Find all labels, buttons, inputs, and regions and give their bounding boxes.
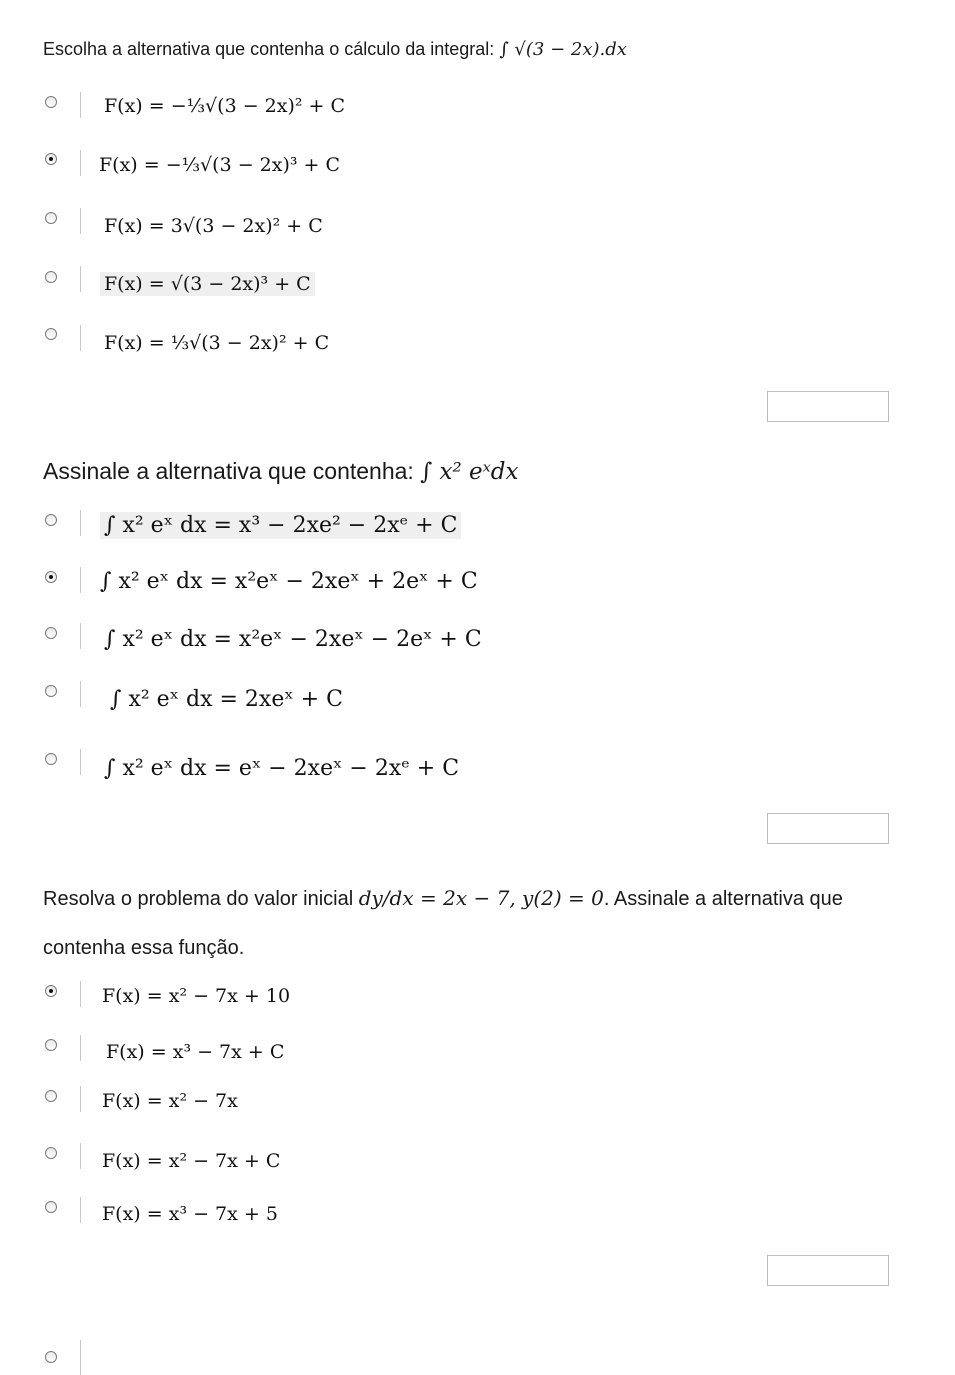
q1-radio-4[interactable] [45, 271, 57, 283]
question-1-prompt [43, 39, 627, 60]
divider [80, 150, 81, 176]
q2-option-2: ∫ x² eˣ dx = x²eˣ − 2xeˣ + 2eˣ + C [100, 569, 478, 594]
q3-option-4: F(x) = x² − 7x + C [102, 1150, 281, 1172]
q3-radio-3[interactable] [45, 1090, 57, 1102]
q3-option-3: F(x) = x² − 7x [102, 1090, 238, 1112]
q1-option-5: F(x) = ⅓√(3 − 2x)² + C [104, 332, 330, 354]
divider [80, 1197, 81, 1223]
divider [80, 749, 81, 775]
q3-option-2: F(x) = x³ − 7x + C [106, 1041, 285, 1063]
q2-radio-1[interactable] [45, 514, 57, 526]
q1-radio-5[interactable] [45, 328, 57, 340]
divider [80, 266, 81, 292]
answer-feedback-box-2 [767, 813, 889, 844]
q2-option-4: ∫ x² eˣ dx = 2xeˣ + C [110, 687, 343, 712]
q3-radio-5[interactable] [45, 1201, 57, 1213]
divider [80, 1340, 81, 1375]
question-3-text-end: . Assinale a alternativa que [603, 888, 843, 910]
q1-radio-1[interactable] [45, 96, 57, 108]
q3-option-5: F(x) = x³ − 7x + 5 [102, 1203, 278, 1225]
question-3-prompt-line-1 [43, 886, 843, 911]
q4-radio-1[interactable] [45, 1351, 57, 1363]
question-1-text: Escolha a alternativa que contenha o cálculo da integral: [43, 39, 495, 59]
answer-feedback-box-3 [767, 1255, 889, 1286]
q2-option-1: ∫ x² eˣ dx = x³ − 2xe² − 2xᵉ + C [100, 512, 461, 539]
question-2-math: ∫ x² eˣdx [420, 459, 519, 485]
q3-radio-2[interactable] [45, 1039, 57, 1051]
question-2-text: Assinale a alternativa que contenha: [43, 458, 414, 484]
q1-radio-3[interactable] [45, 212, 57, 224]
answer-feedback-box-1 [767, 391, 889, 422]
question-3-math: dy/dx = 2x − 7, y(2) = 0 [358, 886, 604, 910]
q1-option-2: F(x) = −⅓√(3 − 2x)³ + C [99, 154, 341, 176]
divider [80, 92, 81, 118]
divider [80, 1035, 81, 1061]
divider [80, 1086, 81, 1112]
q1-option-3: F(x) = 3√(3 − 2x)² + C [104, 215, 323, 237]
question-3-text-start: Resolva o problema do valor inicial [43, 888, 354, 910]
q2-radio-5[interactable] [45, 753, 57, 765]
q2-option-3: ∫ x² eˣ dx = x²eˣ − 2xeˣ − 2eˣ + C [104, 627, 482, 652]
q3-radio-4[interactable] [45, 1147, 57, 1159]
q3-option-1: F(x) = x² − 7x + 10 [102, 985, 291, 1007]
question-3-prompt-line-2: contenha essa função. [43, 937, 245, 959]
q2-radio-3[interactable] [45, 627, 57, 639]
divider [80, 681, 81, 707]
divider [80, 981, 81, 1007]
divider [80, 510, 81, 536]
question-1-math: ∫ √(3 − 2x).dx [499, 39, 627, 60]
divider [80, 208, 81, 234]
question-2-prompt [43, 458, 518, 485]
divider [80, 623, 81, 649]
q1-radio-2[interactable] [45, 153, 57, 165]
divider [80, 1143, 81, 1169]
divider [80, 325, 81, 351]
q1-option-1: F(x) = −⅓√(3 − 2x)² + C [104, 95, 346, 117]
q3-radio-1[interactable] [45, 985, 57, 997]
q1-option-4: F(x) = √(3 − 2x)³ + C [100, 272, 315, 296]
q2-radio-4[interactable] [45, 685, 57, 697]
divider [80, 567, 81, 593]
q2-radio-2[interactable] [45, 571, 57, 583]
q2-option-5: ∫ x² eˣ dx = eˣ − 2xeˣ − 2xᵉ + C [104, 756, 460, 781]
